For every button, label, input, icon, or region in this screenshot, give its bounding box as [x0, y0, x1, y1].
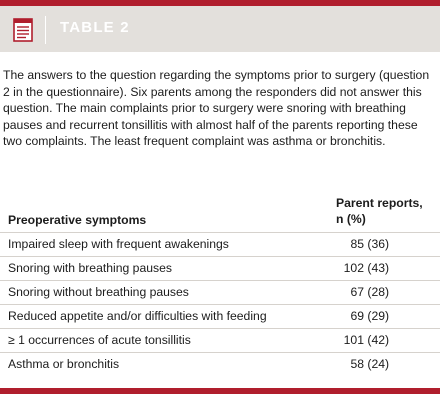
table-row [0, 328, 440, 352]
symptom-label: Snoring without breathing pauses [8, 285, 189, 299]
column-header-parent-reports [336, 195, 440, 227]
table-row [0, 232, 440, 256]
column-header-parent-reports-line1: Parent reports, [336, 196, 423, 210]
table-row [0, 352, 440, 376]
symptom-label: Reduced appetite and/or difficulties with feeding [8, 309, 267, 323]
report-percent: (24) [367, 357, 390, 371]
report-value [340, 308, 389, 324]
report-value [340, 236, 389, 252]
report-value [340, 260, 389, 276]
symptom-label: Snoring with breathing pauses [8, 261, 172, 275]
symptom-label: ≥ 1 occurrences of acute tonsillitis [8, 333, 191, 347]
report-percent: (42) [367, 333, 390, 347]
bottom-accent-rule [0, 388, 440, 394]
column-header-symptoms: Preoperative symptoms [8, 213, 147, 227]
symptom-label: Asthma or bronchitis [8, 357, 120, 371]
report-count: 69 [350, 309, 364, 323]
column-header-parent-reports-line2: n (%) [336, 212, 366, 226]
report-percent: (29) [367, 309, 390, 323]
table-header-band [0, 6, 440, 52]
table-caption: The answers to the question regarding the symptoms prior to surgery (question 2 in the questionnaire). Six parents among the responders did not answer this question. The main complaints prior to surgery were snoring with breathing pauses and recurrent tonsillitis with almost half of the parents reporting these two complaints. The least frequent complaint was asthma or bronchitis. [3, 68, 430, 148]
report-count: 101 [343, 333, 364, 347]
report-count: 67 [350, 285, 364, 299]
report-percent: (43) [367, 261, 390, 275]
table-row [0, 280, 440, 304]
report-value [340, 356, 389, 372]
table-row [0, 256, 440, 280]
report-percent: (36) [367, 237, 390, 251]
report-value [340, 332, 389, 348]
header-divider [45, 16, 46, 44]
table-body [0, 232, 440, 376]
document-icon [8, 15, 38, 45]
report-percent: (28) [367, 285, 390, 299]
report-value [340, 284, 389, 300]
table-title: TABLE 2 [60, 19, 130, 36]
report-count: 58 [350, 357, 364, 371]
report-count: 85 [350, 237, 364, 251]
table-row [0, 304, 440, 328]
symptom-label: Impaired sleep with frequent awakenings [8, 237, 229, 251]
report-count: 102 [343, 261, 364, 275]
